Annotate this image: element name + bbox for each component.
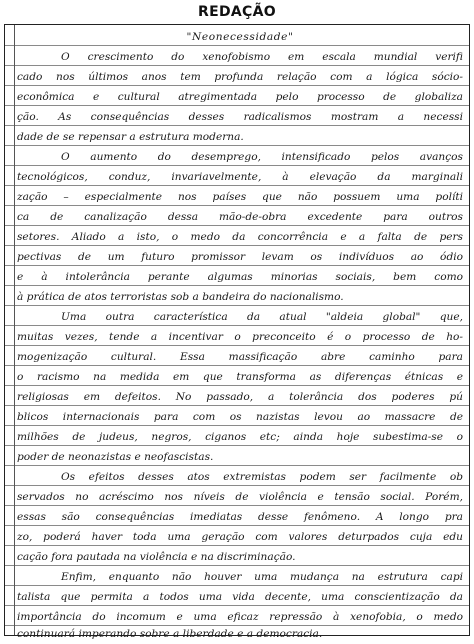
essay-line: poder de neonazistas e neofascistas. bbox=[17, 451, 214, 463]
essay-line: O aumento do desemprego, intensificado pelos avanços bbox=[61, 151, 463, 163]
essay-line: setores. Aliado a isto, o medo da concorrência e a falta de pers bbox=[17, 231, 463, 243]
essay-line: à prática de atos terroristas sob a bandeira do nacionalismo. bbox=[17, 291, 344, 303]
essay-line: ca de canalização dessa mão-de-obra excedente para outros bbox=[17, 211, 463, 223]
essay-line: o racismo na medida em que transforma as diferenças étnicas e bbox=[17, 371, 463, 383]
essay-line: ção. As consequências desses radicalismos mostram a necessi bbox=[17, 111, 463, 123]
essay-line: cação fora pautada na violência e na discriminação. bbox=[17, 551, 296, 563]
essay-line: O crescimento do xenofobismo em escala mundial verifi bbox=[61, 51, 463, 63]
essay-sheet bbox=[4, 24, 470, 640]
essay-line: religiosas em defeitos. No passado, a tolerância dos poderes pú bbox=[17, 391, 463, 403]
essay-line: cado nos últimos anos tem profunda relação com a lógica sócio- bbox=[17, 71, 463, 83]
essay-line: talista que permita a todos uma vida decente, uma conscientização da bbox=[17, 591, 463, 603]
page-title: REDAÇÃO bbox=[198, 4, 276, 20]
essay-line: mogenização cultural. Essa massificação abre caminho para bbox=[17, 351, 463, 363]
essay-line: Uma outra característica da atual "aldeia global" que, bbox=[61, 311, 463, 323]
essay-line: e à intolerância perante algumas minorias sociais, bem como bbox=[17, 271, 463, 283]
essay-line: importância do incomum e uma eficaz repressão à xenofobia, o medo bbox=[17, 611, 463, 623]
essay-line: econômica e cultural atregimentada pelo processo de globaliza bbox=[17, 91, 463, 103]
essay-line: pectivas de um futuro promissor levam os indivíduos ao ódio bbox=[17, 251, 463, 263]
essay-line: Os efeitos desses atos extremistas podem ser facilmente ob bbox=[61, 471, 463, 483]
essay-line: milhões de judeus, negros, ciganos etc; ainda hoje subestima-se o bbox=[17, 431, 463, 443]
essay-line: zo, poderá haver toda uma geração com valores deturpados cuja edu bbox=[17, 531, 463, 543]
essay-line: dade de se repensar a estrutura moderna. bbox=[17, 131, 244, 143]
essay-line: tecnológicos, conduz, invariavelmente, à elevação da marginali bbox=[17, 171, 463, 183]
essay-line: blicos internacionais para com os nazistas levou ao massacre de bbox=[17, 411, 463, 423]
essay-line: zação – especialmente nos países que não possuem uma políti bbox=[17, 191, 463, 203]
essay-line: continuará imperando sobre a liberdade e a democracia. bbox=[17, 628, 323, 640]
essay-line: muitas vezes, tende a incentivar o preconceito é o processo de ho- bbox=[17, 331, 463, 343]
essay-line: Enfim, enquanto não houver uma mudança na estrutura capi bbox=[61, 571, 463, 583]
essay-line: servados no acréscimo nos níveis de violência e tensão social. Porém, bbox=[17, 491, 463, 503]
margin-line bbox=[14, 25, 15, 635]
essay-line: essas são consequências imediatas desse fenômeno. A longo pra bbox=[17, 511, 463, 523]
essay-title: "Neonecessidade" bbox=[186, 31, 294, 43]
